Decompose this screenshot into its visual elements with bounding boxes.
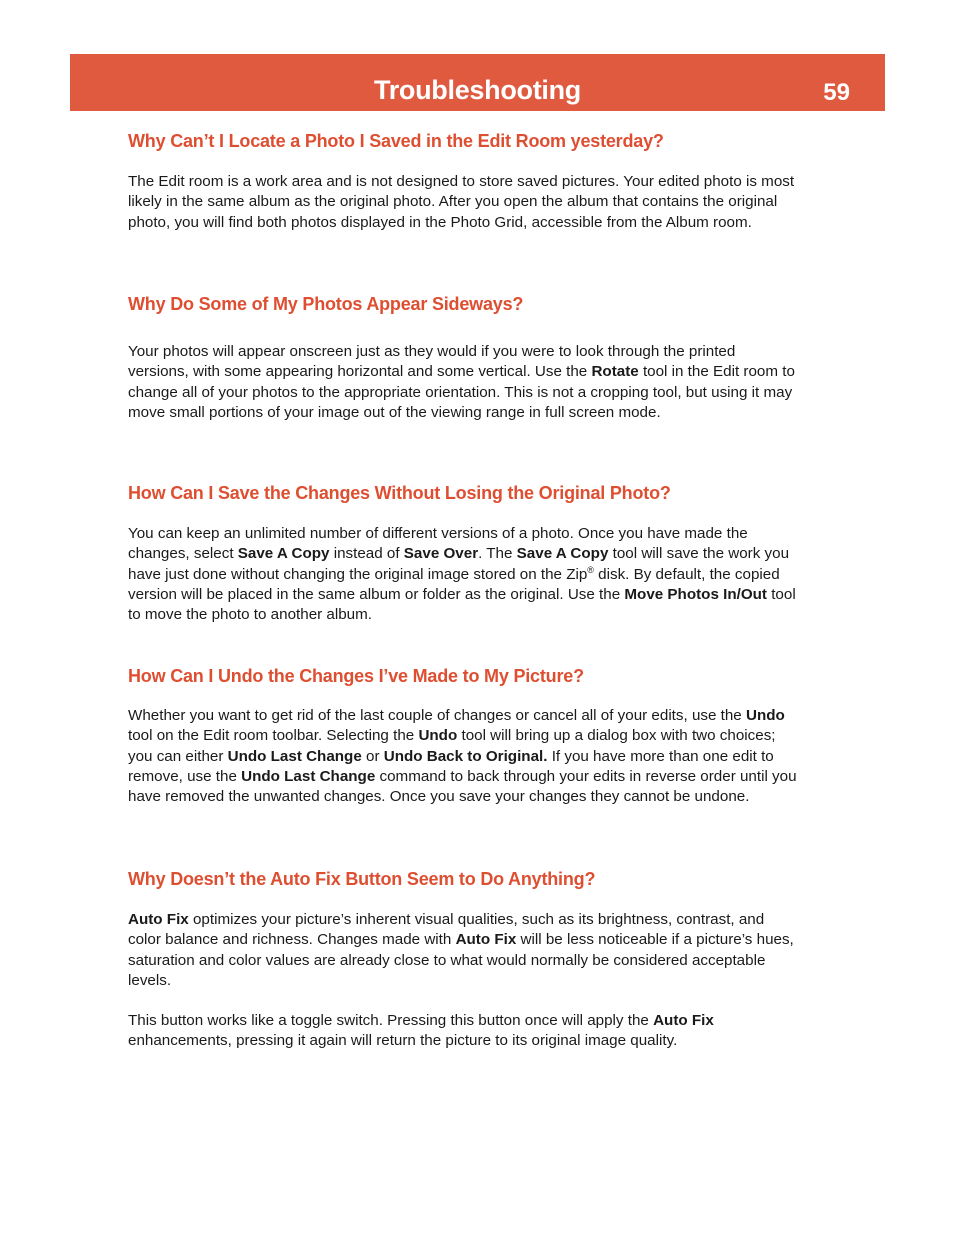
faq-question: How Can I Save the Changes Without Losing the Original Photo? xyxy=(128,483,671,503)
bold-term: Save Over xyxy=(403,545,479,563)
faq-section-undo xyxy=(128,666,800,807)
bold-term: Move Photos In/Out xyxy=(624,585,767,603)
faq-question: Why Do Some of My Photos Appear Sideways? xyxy=(128,294,524,314)
faq-answer: Your photos will appear onscreen just as they would if you were to look through the printed versions, with some appearing horizontal and some vertical. Use the Rotate tool in the Edit room to change all of your photos to the appropriate orientation. This is not a cropping tool, but using it may move small portions of your image out of the viewing range in full screen mode. xyxy=(128,343,795,421)
bold-term: Undo Back to Original. xyxy=(383,747,548,765)
faq-section-locate-photo xyxy=(128,131,800,233)
faq-question: How Can I Undo the Changes I’ve Made to My Picture? xyxy=(128,666,584,686)
faq-answer: You can keep an unlimited number of different versions of a photo. Once you have made the changes, select Save A Copy instead of Save Over. The Save A Copy tool will save the work you have just done without changing the original image stored on the Zip® disk. By default, the copied version will be placed in the same album or folder as the original. Use the Move Photos In/Out tool to move the photo to another album. xyxy=(128,525,796,624)
bold-term: Undo xyxy=(745,707,785,724)
faq-question: Why Doesn’t the Auto Fix Button Seem to Do Anything? xyxy=(128,869,596,889)
faq-section-auto-fix xyxy=(128,869,800,1052)
bold-term: Save A Copy xyxy=(237,545,330,563)
bold-term: Undo Last Change xyxy=(241,767,376,785)
page-title: Troubleshooting xyxy=(374,75,581,105)
bold-term: Auto Fix xyxy=(653,1012,714,1030)
faq-answer: This button works like a toggle switch. Pressing this button once will apply the Auto Fix enhancements, pressing it again will return the picture to its original image quality. xyxy=(128,1012,714,1050)
page-number: 59 xyxy=(823,79,850,106)
registered-mark: ® xyxy=(587,564,594,575)
bold-term: Undo Last Change xyxy=(227,747,362,765)
bold-term: Save A Copy xyxy=(516,545,609,563)
faq-question: Why Can’t I Locate a Photo I Saved in the Edit Room yesterday? xyxy=(128,131,664,151)
header-bar xyxy=(70,54,885,111)
bold-term: Auto Fix xyxy=(455,931,517,949)
faq-answer: The Edit room is a work area and is not designed to store saved pictures. Your edited photo is most likely in the same album as the original photo. After you open the album that contains the original photo, you will find both photos displayed in the Photo Grid, accessible from the Album room. xyxy=(128,173,795,231)
faq-answer: Auto Fix optimizes your picture’s inherent visual qualities, such as its brightness, contrast, and color balance and richness. Changes made with Auto Fix will be less noticeable if a picture’s hues, saturation and color values are already close to what would normally be considered acceptable levels. xyxy=(128,911,794,989)
faq-section-sideways xyxy=(128,294,800,423)
faq-section-save-changes xyxy=(128,483,800,625)
bold-term: Undo xyxy=(418,727,458,745)
bold-term: Rotate xyxy=(591,363,639,381)
bold-term: Auto Fix xyxy=(128,911,189,928)
faq-answer: Whether you want to get rid of the last couple of changes or cancel all of your edits, use the Undo tool on the Edit room toolbar. Selecting the Undo tool will bring up a dialog box with two choices; you can either Undo Last Change or Undo Back to Original. If you have more than one edit to remove, use the Undo Last Change command to back through your edits in reverse order until you have removed the unwanted changes. Once you save your changes they cannot be undone. xyxy=(128,707,797,806)
